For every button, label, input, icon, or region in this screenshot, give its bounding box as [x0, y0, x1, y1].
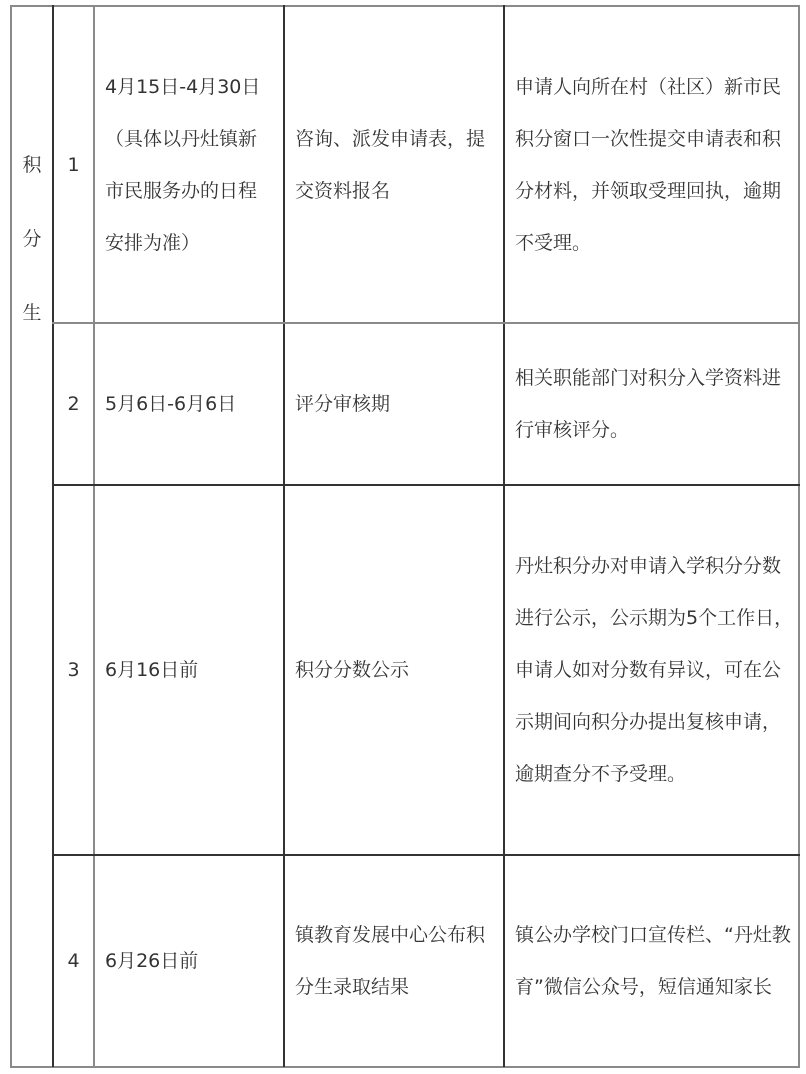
- column-divider: [93, 5, 95, 1067]
- section-label-char: 积: [22, 154, 42, 176]
- section-label: [12, 129, 52, 349]
- row-index: 2: [67, 393, 80, 415]
- row-description: 申请人向所在村（社区）新市民积分窗口一次性提交申请表和积分材料，并领取受理回执，逾期不受理。: [515, 75, 782, 254]
- row-index: 1: [67, 153, 80, 176]
- schedule-table: [10, 5, 800, 1067]
- row-stage: 积分分数公示: [295, 659, 410, 681]
- row-stage: 咨询、派发申请表，提交资料报名: [295, 127, 486, 202]
- row-description: 丹灶积分办对申请入学积分分数进行公示，公示期为5个工作日，申请人如对分数有异议，可在公示期间向积分办提出复核申请，逾期查分不予受理。: [515, 555, 794, 785]
- row-description: 相关职能部门对积分入学资料进行审核评分。: [515, 367, 782, 441]
- row-description: 镇公办学校门口宣传栏、“丹灶教育”微信公众号，短信通知家长: [515, 924, 791, 998]
- row-stage: 镇教育发展中心公布积分生录取结果: [295, 924, 486, 998]
- row-time: 4月15日-4月30日（具体以丹灶镇新市民服务办的日程安排为准）: [105, 75, 261, 254]
- section-label-char: 分: [22, 228, 42, 250]
- row-time: 6月26日前: [105, 950, 199, 972]
- row-time: 5月6日-6月6日: [105, 393, 237, 415]
- row-stage: 评分审核期: [295, 393, 391, 415]
- section-label-char: 生: [22, 302, 42, 324]
- row-index: 3: [67, 659, 80, 681]
- row-time: 6月16日前: [105, 659, 199, 681]
- row-index: 4: [67, 950, 80, 972]
- column-divider: [503, 5, 505, 1067]
- column-divider: [283, 5, 285, 1067]
